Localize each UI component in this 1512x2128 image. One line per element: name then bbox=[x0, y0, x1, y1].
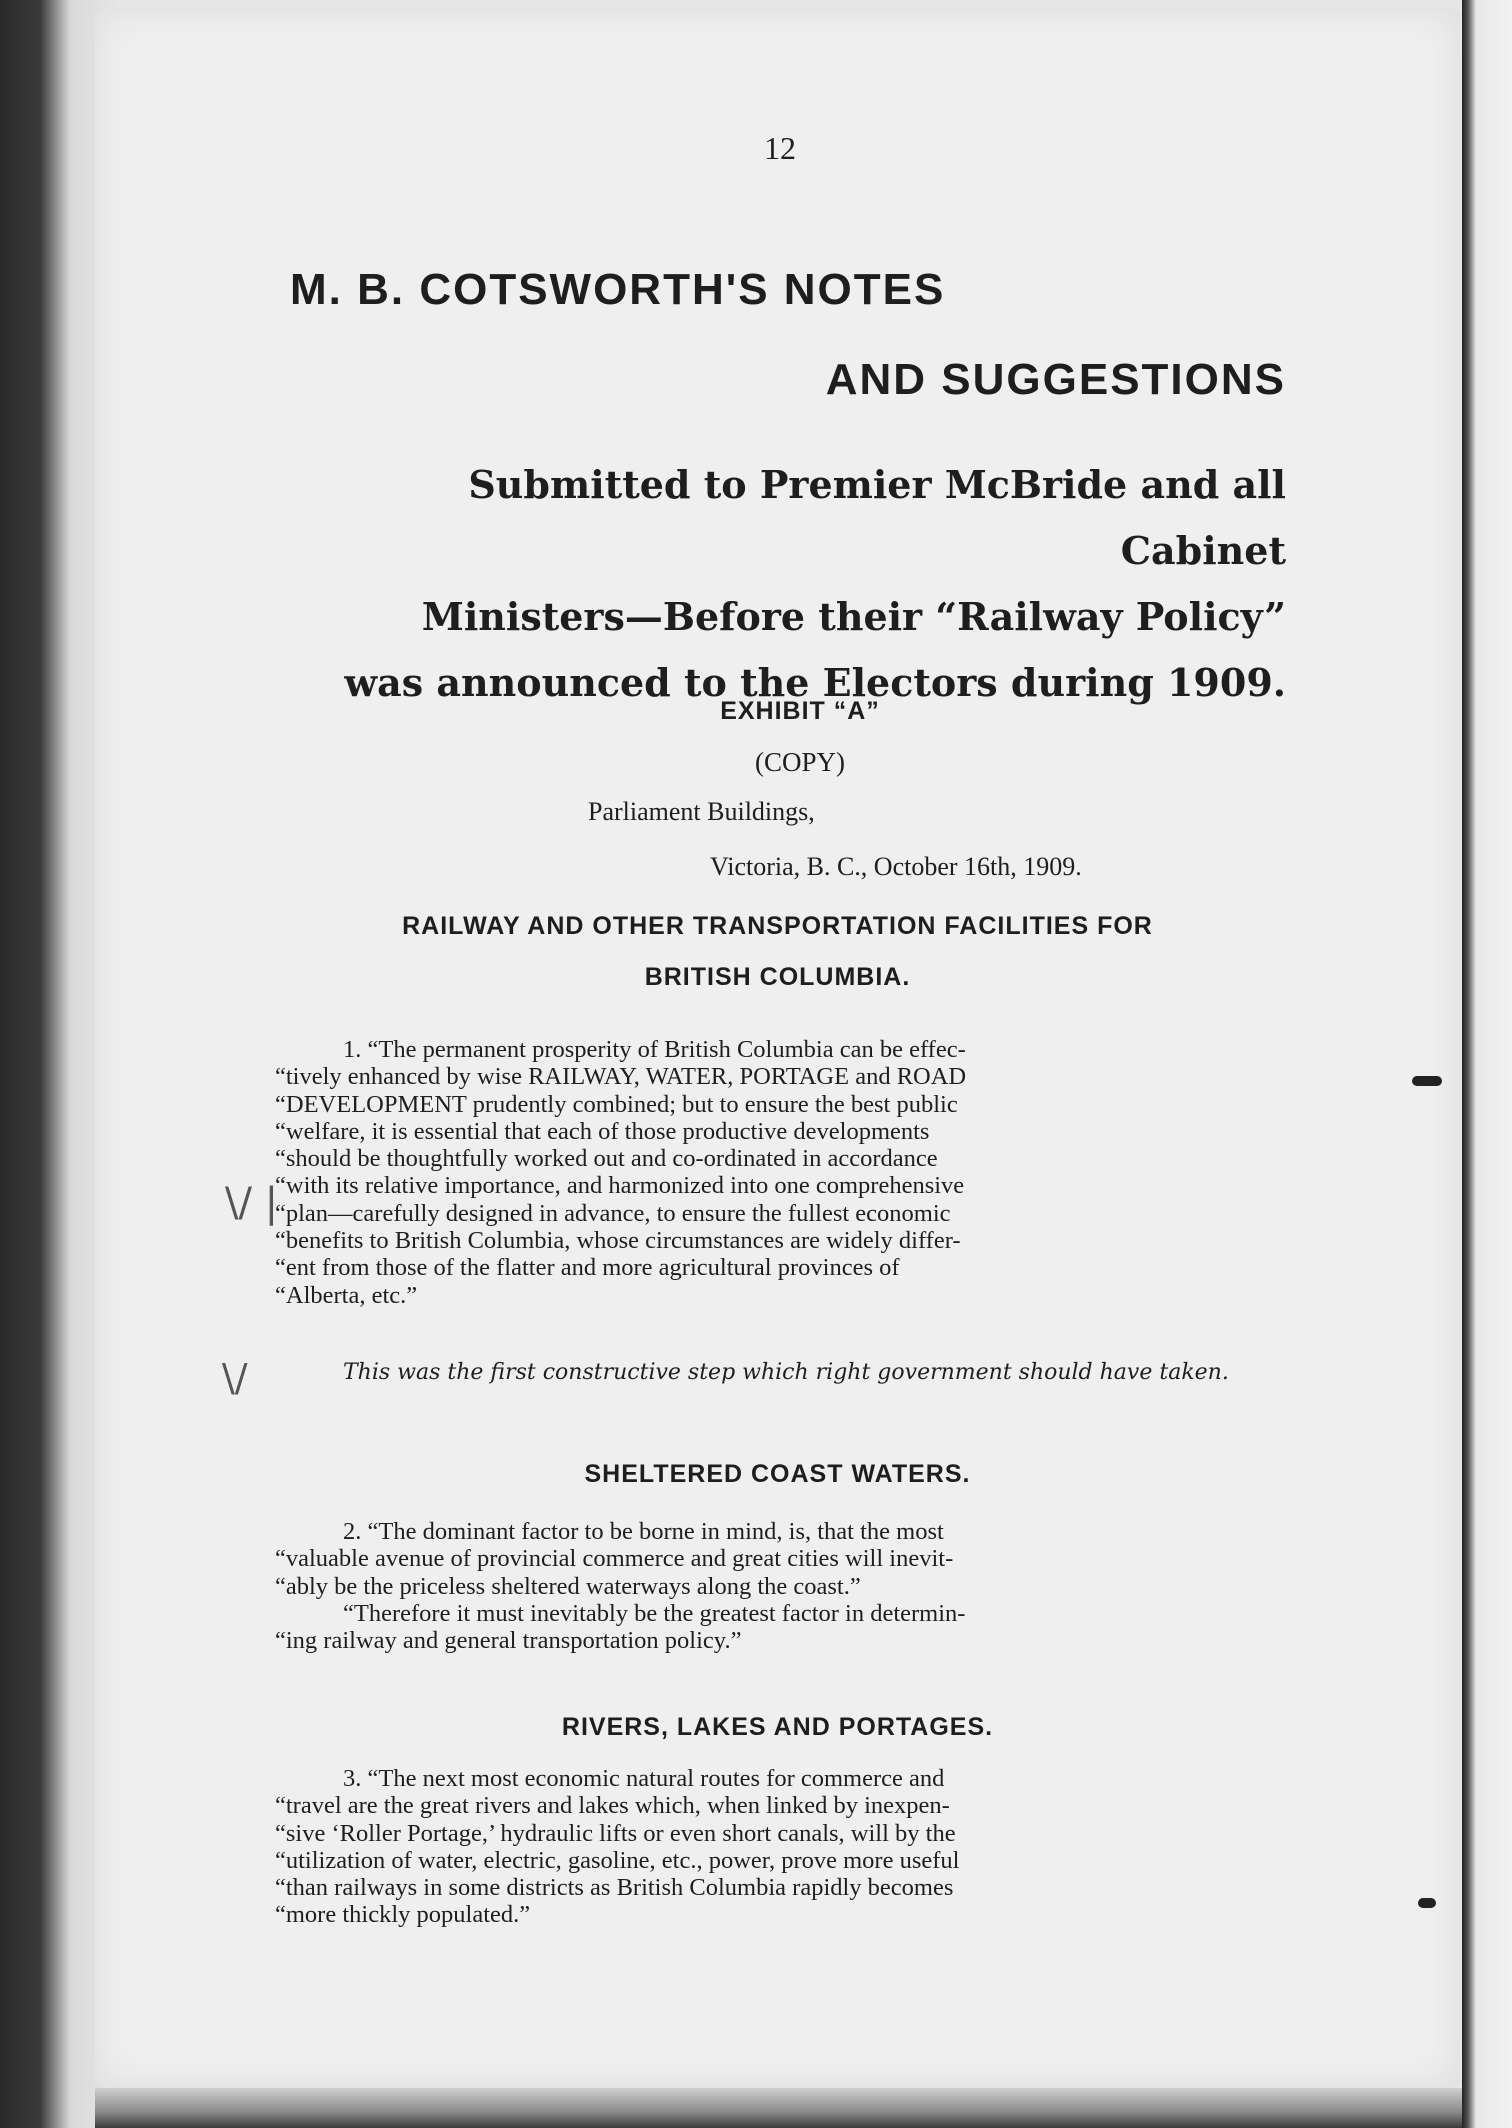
paragraph-line: “than railways in some districts as British Columbia rapidly becomes bbox=[275, 1874, 954, 1902]
paragraph-1 bbox=[275, 1036, 1280, 1309]
paragraph-line: “sive ‘Roller Portage,’ hydraulic lifts or even short canals, will by the bbox=[275, 1819, 956, 1847]
copy-label: (COPY) bbox=[754, 747, 845, 777]
paragraph-line: “ing railway and general transportation policy.” bbox=[275, 1627, 742, 1655]
paragraph-line: 3. “The next most economic natural routes for commerce and bbox=[343, 1765, 945, 1792]
subtitle-line: Ministers—Before their “Railway Policy” bbox=[421, 594, 1286, 639]
title-line-2: AND SUGGESTIONS bbox=[825, 355, 1286, 404]
paragraph-line: “should be thoughtfully worked out and co-ordinated in accordance bbox=[275, 1145, 938, 1173]
paragraph-line: 1. “The permanent prosperity of British Columbia can be effec- bbox=[343, 1036, 966, 1063]
paragraph-line: “Therefore it must inevitably be the greatest factor in determin- bbox=[343, 1599, 966, 1627]
italic-note bbox=[275, 1357, 1280, 1388]
paragraph-line: “valuable avenue of provincial commerce and great cities will inevit- bbox=[275, 1545, 954, 1573]
paragraph-line: “travel are the great rivers and lakes which, when linked by inexpen- bbox=[275, 1792, 950, 1820]
exhibit-label: EXHIBIT “A” bbox=[720, 697, 880, 725]
paragraph-line: “benefits to British Columbia, whose circumstances are widely differ- bbox=[275, 1227, 961, 1255]
page-bottom-edge bbox=[95, 2088, 1462, 2128]
title-line-1: M. B. COTSWORTH'S NOTES bbox=[290, 265, 946, 314]
heading-coast: SHELTERED COAST WATERS. bbox=[584, 1460, 971, 1488]
address-line-1: Parliament Buildings, bbox=[588, 797, 815, 826]
heading-railway-line-2: BRITISH COLUMBIA. bbox=[644, 963, 911, 991]
facing-page-edge bbox=[1462, 0, 1512, 2128]
paragraph-2 bbox=[275, 1518, 1280, 1654]
paragraph-line: “with its relative importance, and harmonized into one comprehensive bbox=[275, 1172, 965, 1200]
paragraph-3 bbox=[275, 1765, 1280, 1929]
paragraph-line: “utilization of water, electric, gasoline, etc., power, prove more useful bbox=[275, 1846, 960, 1874]
paragraph-line: “Alberta, etc.” bbox=[275, 1281, 418, 1309]
subtitle-line: Submitted to Premier McBride and all Cabinet bbox=[468, 462, 1286, 573]
paragraph-line: “welfare, it is essential that each of those productive developments bbox=[275, 1117, 930, 1145]
binding-hole bbox=[1418, 1898, 1436, 1908]
paragraph-line: “ent from those of the flatter and more agricultural provinces of bbox=[275, 1254, 900, 1282]
subtitle-line: was announced to the Electors during 1909. bbox=[344, 660, 1286, 705]
margin-mark: \/ bbox=[222, 1356, 248, 1400]
note-text: This was the first constructive step which right government should have taken. bbox=[343, 1360, 1229, 1385]
paragraph-line: “ably be the priceless sheltered waterways along the coast.” bbox=[275, 1572, 861, 1600]
subtitle bbox=[290, 452, 1286, 716]
heading-rivers: RIVERS, LAKES AND PORTAGES. bbox=[561, 1713, 994, 1741]
paragraph-line: “tively enhanced by wise RAILWAY, WATER, PORTAGE and ROAD bbox=[275, 1063, 967, 1091]
paragraph-line: “plan—carefully designed in advance, to ensure the fullest economic bbox=[275, 1199, 951, 1227]
paragraph-line: “more thickly populated.” bbox=[275, 1901, 531, 1929]
paragraph-line: 2. “The dominant factor to be borne in mind, is, that the most bbox=[343, 1518, 944, 1545]
paragraph-line: “DEVELOPMENT prudently combined; but to ensure the best public bbox=[275, 1090, 958, 1118]
page-number: 12 bbox=[764, 130, 796, 166]
heading-railway-line-1: RAILWAY AND OTHER TRANSPORTATION FACILITIES FOR bbox=[402, 912, 1153, 940]
binding-hole bbox=[1412, 1076, 1442, 1086]
address-line-2: Victoria, B. C., October 16th, 1909. bbox=[710, 852, 1082, 881]
margin-mark: \/ | bbox=[225, 1180, 279, 1226]
